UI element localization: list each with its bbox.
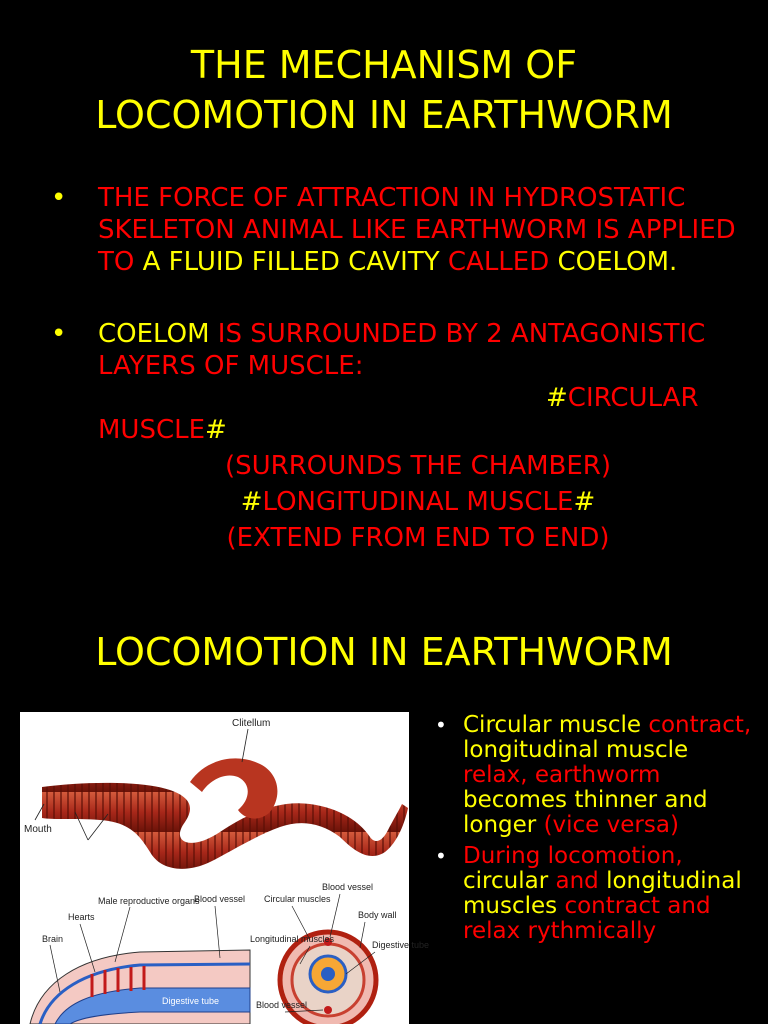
slide-2 [0,605,768,1024]
slide-1-title-line-1: THE MECHANISM OF [190,43,578,87]
slide-2-bullets [435,712,753,950]
label-hearts: Hearts [68,912,95,922]
text-thinner-longer: becomes thinner and longer [463,787,708,838]
hash-mark: # [573,487,596,517]
circular-label-b: MUSCLE [98,415,206,445]
bullet-1-text-c: CALLED [447,247,558,277]
text-relax-earthworm: relax, earthworm [463,762,661,788]
bullet-2-coelom: COELOM [98,319,218,349]
circular-label-a: CIRCULAR [567,383,699,413]
hash-mark: # [205,415,227,445]
text-circular-muscle: Circular muscle [463,712,649,738]
slide-1-title-line-2: LOCOMOTION IN EARTHWORM [95,93,673,137]
circular-muscle-line [98,382,738,414]
text-during-locomotion: During locomotion, [463,843,683,869]
bullet-marker: • [435,713,447,737]
text-contract: contract, [648,712,752,738]
text-vice-versa: (vice versa) [543,812,679,838]
earthworm-anatomy-figure [20,712,430,1024]
bullet-marker: • [51,183,67,213]
slide-1-title [0,40,768,140]
text-and: and [555,868,607,894]
slide-2-bullet-2 [435,843,753,944]
label-brain: Brain [42,934,64,944]
bullet-marker: • [51,319,67,349]
label-digestive-tube: Digestive tube [162,996,220,1006]
label-blood-vessel-bottom: Blood vessel [256,1000,308,1010]
bullet-1-text-a: THE FORCE OF ATTRACTION IN HYDROSTATIC SKELETON ANIMAL LIKE EARTHWORM IS APPLIED TO [98,183,736,277]
circular-muscle-desc: (SURROUNDS THE CHAMBER) [224,451,612,481]
slide-1-bullet-2 [51,318,738,554]
text-contract-relax: contract and relax rythmically [463,893,711,944]
label-longitudinal-muscles: Longitudinal muscles [250,934,335,944]
hash-mark: # [240,487,263,517]
label-blood-vessel-top: Blood vessel [194,894,246,904]
label-blood-vessel-right: Blood vessel [322,882,374,892]
text-longitudinal-muscle: longitudinal muscle [463,737,689,763]
label-male-organs: Male reproductive organs [98,896,200,906]
circular-muscle-line-cont [98,414,738,446]
label-body-wall: Body wall [358,910,397,920]
slide-2-title: LOCOMOTION IN EARTHWORM [95,630,673,674]
label-circular-muscles: Circular muscles [264,894,331,904]
label-clitellum: Clitellum [232,718,271,729]
longitudinal-label: LONGITUDINAL MUSCLE [262,487,574,517]
longitudinal-muscle-line [98,482,738,518]
slide-2-bullet-1 [435,712,753,838]
label-mouth: Mouth [24,824,52,835]
text-circular: circular [463,868,556,894]
longitudinal-muscle-desc: (EXTEND FROM END TO END) [226,523,610,553]
bullet-1-text-b: A FLUID FILLED CAVITY [142,247,448,277]
text-longitudinal-muscles: longitudinal muscles [463,868,742,919]
bullet-1-text-d: COELOM. [557,247,678,277]
hash-mark: # [546,383,568,413]
slide-1-bullet-1 [51,182,738,278]
bullet-2-text: IS SURROUNDED BY 2 ANTAGONISTIC LAYERS OF MUSCLE: [98,319,706,381]
earthworm-illustration [20,712,430,1024]
label-digestive-tube-right: Digestive tube [372,940,430,950]
bullet-marker: • [435,844,447,868]
